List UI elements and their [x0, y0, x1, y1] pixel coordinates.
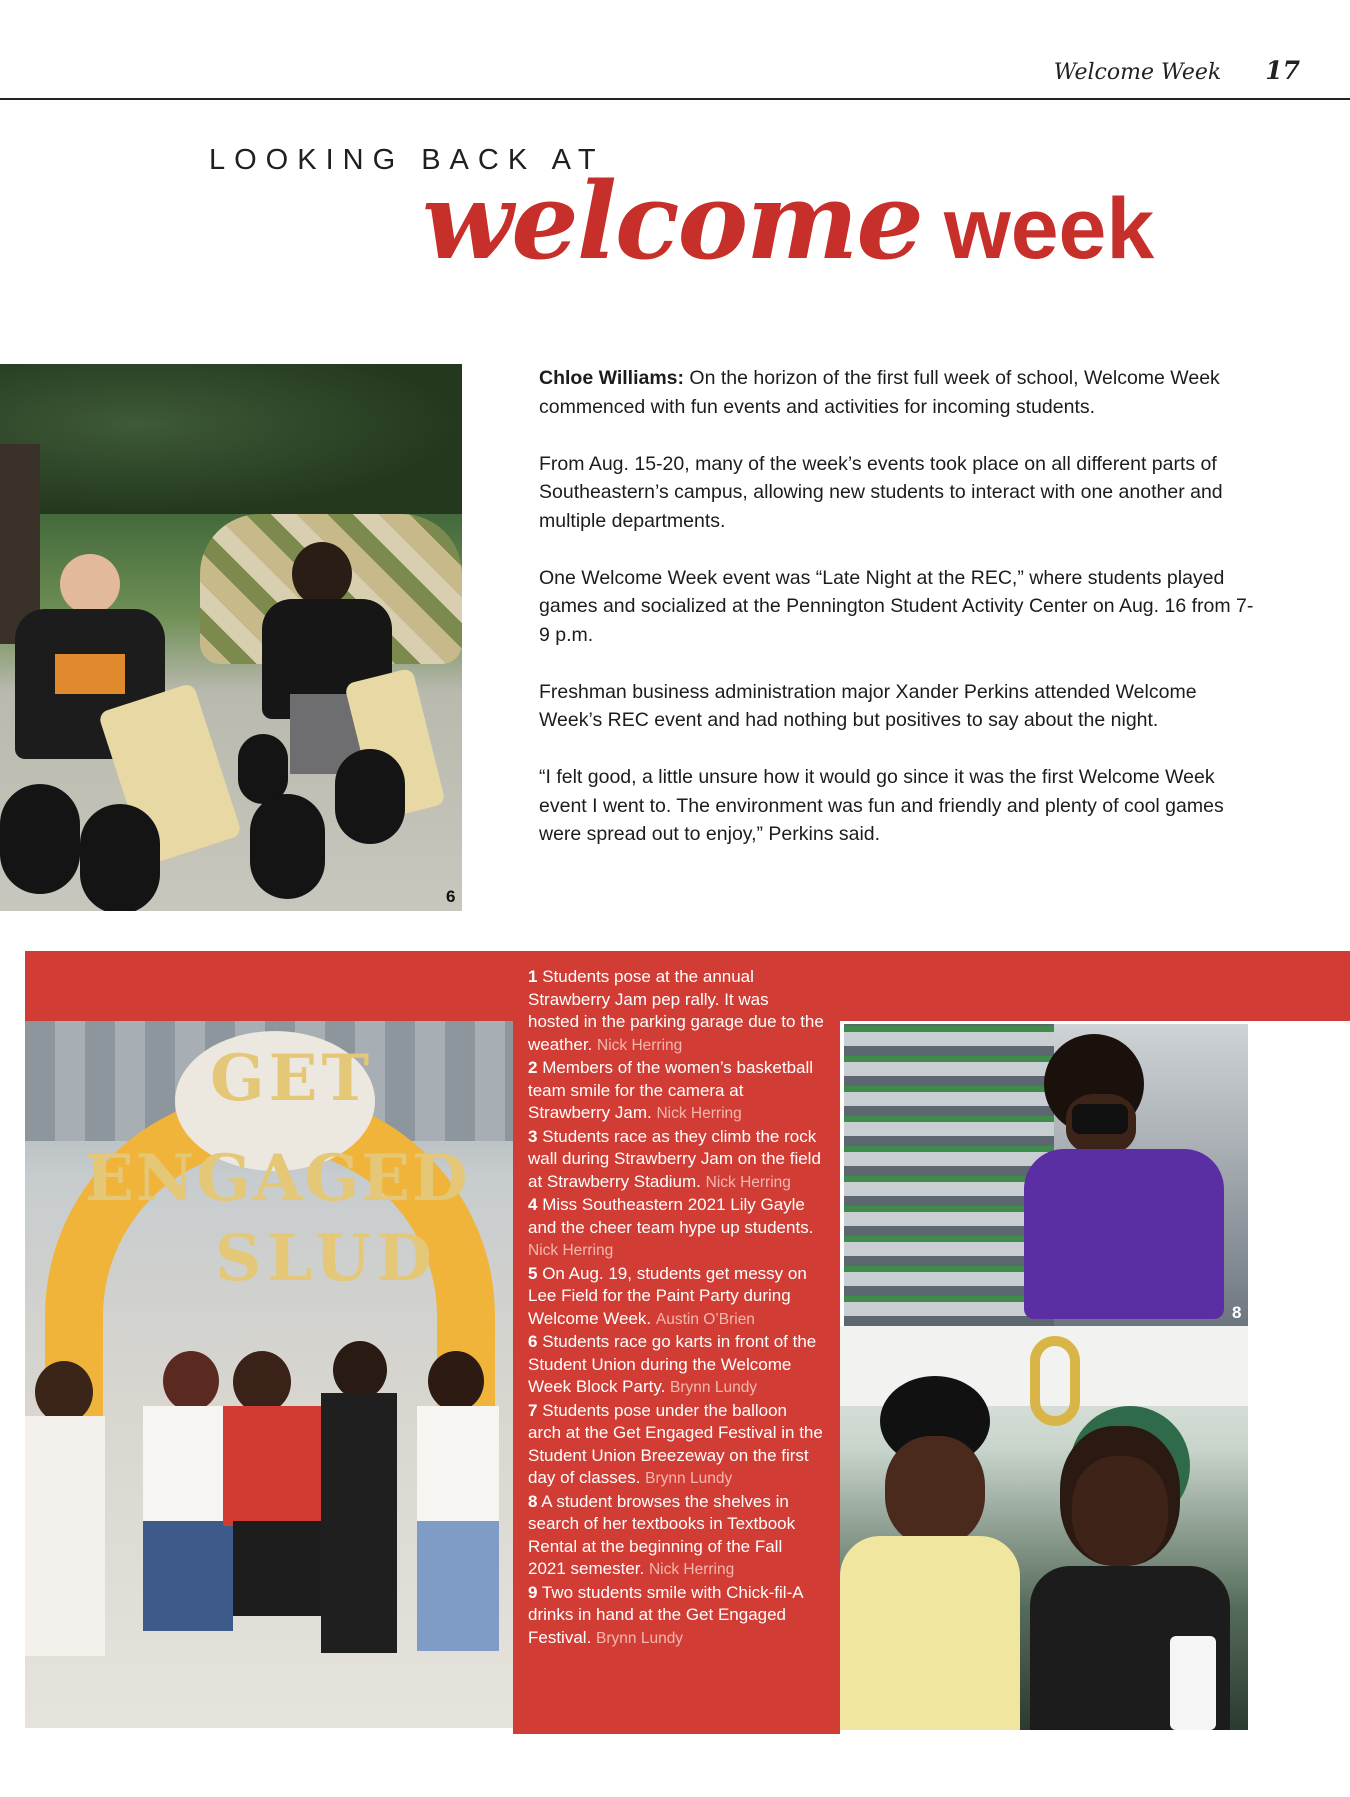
article-lead-paragraph [539, 364, 1259, 421]
caption-item [528, 966, 824, 1057]
title-kicker: LOOKING BACK AT [209, 144, 605, 176]
caption-number: 4 [528, 1195, 538, 1214]
photo-captions [528, 966, 824, 1650]
photo-credit: Nick Herring [597, 1036, 683, 1054]
byline: Chloe Williams: [539, 367, 685, 389]
photo-credit: Brynn Lundy [645, 1470, 733, 1487]
caption-item [528, 1194, 824, 1263]
article-body [539, 364, 1259, 877]
photo-balloon-arch [25, 1021, 513, 1728]
caption-number: 3 [528, 1126, 538, 1146]
running-header [1054, 56, 1300, 85]
caption-item [528, 1126, 824, 1195]
caption-text: Two students smile with Chick-fil-A drinks in hand at the Get Engaged Festival. [528, 1582, 803, 1647]
photo-credit: Brynn Lundy [596, 1629, 684, 1647]
photo-credit: Nick Herring [705, 1173, 791, 1191]
caption-number: 7 [528, 1400, 538, 1420]
photo-credit: Austin O’Brien [655, 1310, 755, 1328]
photo-credit: Nick Herring [528, 1242, 614, 1259]
caption-item [528, 1057, 824, 1126]
caption-text: A student browses the shelves in search of her textbooks in Textbook Rental at the beginning of the Fall 2021 semester. [528, 1491, 796, 1578]
photo-go-karts [0, 364, 462, 911]
photo-number-8: 8 [1232, 1303, 1242, 1322]
section-name: Welcome Week [1053, 60, 1222, 85]
caption-number: 5 [528, 1263, 538, 1283]
title-script-word: welcome [422, 158, 922, 283]
caption-number: 8 [528, 1491, 538, 1511]
caption-text: Members of the women’s basketball team smile for the camera at Strawberry Jam. [528, 1058, 814, 1122]
caption-number: 9 [528, 1582, 538, 1602]
article-paragraph: One Welcome Week event was “Late Night at the REC,” where students played games and socialized at the Pennington Student Activity Center on Aug. 16 from 7-9 p.m. [539, 566, 1254, 646]
page-title [422, 158, 1155, 283]
article-paragraph: Freshman business administration major Xander Perkins attended Welcome Week’s REC event and had nothing but positives to say about the night. [539, 680, 1197, 731]
photo-credit: Brynn Lundy [670, 1379, 758, 1396]
caption-item [528, 1400, 824, 1491]
caption-item [528, 1331, 824, 1400]
caption-text: Students race as they climb the rock wall during Strawberry Jam on the field at Strawberry Stadium. [528, 1126, 821, 1191]
caption-text: Students race go karts in front of the Student Union during the Welcome Week Block Party. [528, 1332, 817, 1396]
caption-number: 1 [528, 967, 538, 986]
article-paragraph: From Aug. 15-20, many of the week’s events took place on all different parts of Southeastern’s campus, allowing new students to interact with one another and multiple departments. [539, 452, 1223, 532]
caption-text: On Aug. 19, students get messy on Lee Field for the Paint Party during Welcome Week. [528, 1263, 807, 1328]
photo-number-6: 6 [446, 887, 456, 906]
caption-text: Miss Southeastern 2021 Lily Gayle and the cheer team hype up students. [528, 1195, 814, 1237]
caption-text: Students pose under the balloon arch at the Get Engaged Festival in the Student Union Breezeway on the first day of classes. [528, 1400, 823, 1487]
balloon-letters-get: GET [210, 1041, 374, 1116]
balloon-letters-slud: SLUD [215, 1221, 439, 1296]
photo-textbooks [844, 1024, 1248, 1326]
caption-item [528, 1263, 824, 1332]
lead-text: On the horizon of the first full week of school, Welcome Week commenced with fun events and activities for incoming students. [539, 367, 1220, 418]
caption-number: 2 [528, 1058, 538, 1077]
photo-credit: Nick Herring [648, 1561, 735, 1578]
article-paragraph: “I felt good, a little unsure how it would go since it was the first Welcome Week event I went to. The environment was fun and friendly and plenty of cool games were spread out to enjoy,” Perkins said. [539, 766, 1224, 845]
header-rule [0, 98, 1350, 100]
title-sans-word: week [943, 181, 1155, 277]
page-number: 17 [1265, 56, 1300, 85]
caption-item [528, 1491, 824, 1582]
caption-number: 6 [528, 1332, 538, 1351]
caption-item [528, 1582, 824, 1651]
photo-credit: Nick Herring [656, 1105, 742, 1122]
photo-two-students [840, 1326, 1248, 1730]
balloon-letters-engaged: ENGAGED [85, 1141, 470, 1216]
caption-text: Students pose at the annual Strawberry Jam pep rally. It was hosted in the parking garage due to the weather. [528, 967, 824, 1054]
